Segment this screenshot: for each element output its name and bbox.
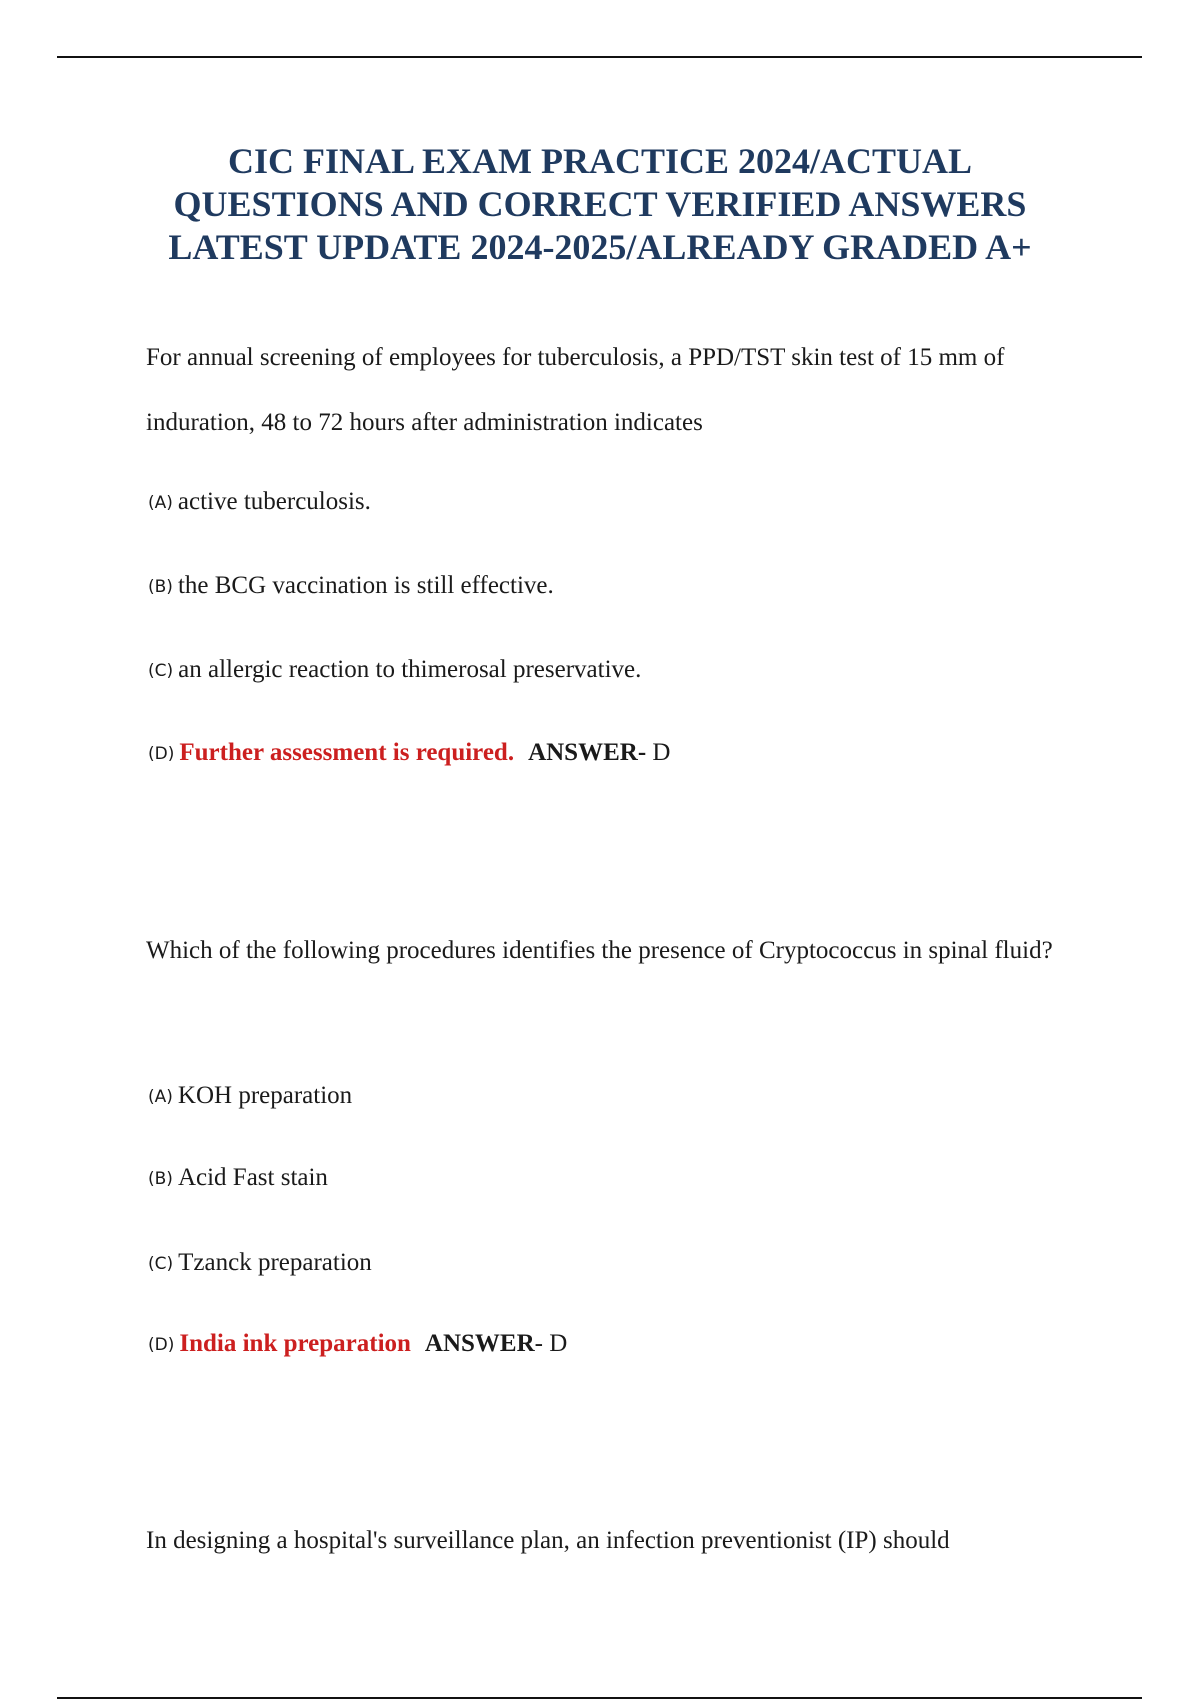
option-text: Tzanck preparation [178, 1249, 372, 1276]
question-1-option-a [148, 486, 371, 519]
option-letter: (D) [148, 744, 175, 764]
question-2-option-c [148, 1247, 372, 1280]
title-line-3: LATEST UPDATE 2024-2025/ALREADY GRADED A+ [168, 227, 1032, 267]
title-line-1: CIC FINAL EXAM PRACTICE 2024/ACTUAL [227, 141, 973, 181]
answer-label: ANSWER- [528, 739, 647, 766]
question-1-option-d [148, 737, 670, 770]
answer-label: ANSWER [424, 1330, 535, 1357]
page-title [100, 140, 1100, 269]
option-text: an allergic reaction to thimerosal preservative. [178, 656, 642, 683]
question-2-stem: Which of the following procedures identifies the presence of Cryptococcus in spinal fluid? [146, 937, 1053, 964]
option-letter: (B) [148, 577, 173, 597]
option-letter: (A) [148, 1087, 173, 1107]
title-line-2: QUESTIONS AND CORRECT VERIFIED ANSWERS [173, 184, 1027, 224]
option-letter: (B) [148, 1169, 173, 1189]
option-text: the BCG vaccination is still effective. [177, 572, 554, 599]
question-2-option-a [148, 1080, 352, 1113]
question-2-option-b [148, 1162, 328, 1195]
question-1-option-b [148, 570, 554, 603]
top-rule [57, 56, 1142, 58]
answer-value: D [652, 739, 671, 766]
question-3-stem: In designing a hospital's surveillance plan, an infection preventionist (IP) should [146, 1527, 950, 1554]
option-letter: (C) [148, 661, 174, 681]
question-1-stem: For annual screening of employees for tuberculosis, a PPD/TST skin test of 15 mm of induration, 48 to 72 hours after administration indicates [146, 344, 1005, 436]
option-text: KOH preparation [177, 1082, 353, 1109]
option-letter: (C) [148, 1254, 174, 1274]
question-1-option-c [148, 654, 641, 687]
answer-value: - D [534, 1330, 568, 1357]
option-letter: (A) [148, 493, 173, 513]
correct-answer-text: Further assessment is required. [179, 739, 515, 766]
bottom-rule [57, 1697, 1142, 1699]
correct-answer-text: India ink preparation [179, 1330, 411, 1357]
option-text: Acid Fast stain [177, 1164, 328, 1191]
question-2-option-d [148, 1328, 567, 1361]
option-letter: (D) [148, 1335, 175, 1355]
option-text: active tuberculosis. [177, 488, 371, 515]
